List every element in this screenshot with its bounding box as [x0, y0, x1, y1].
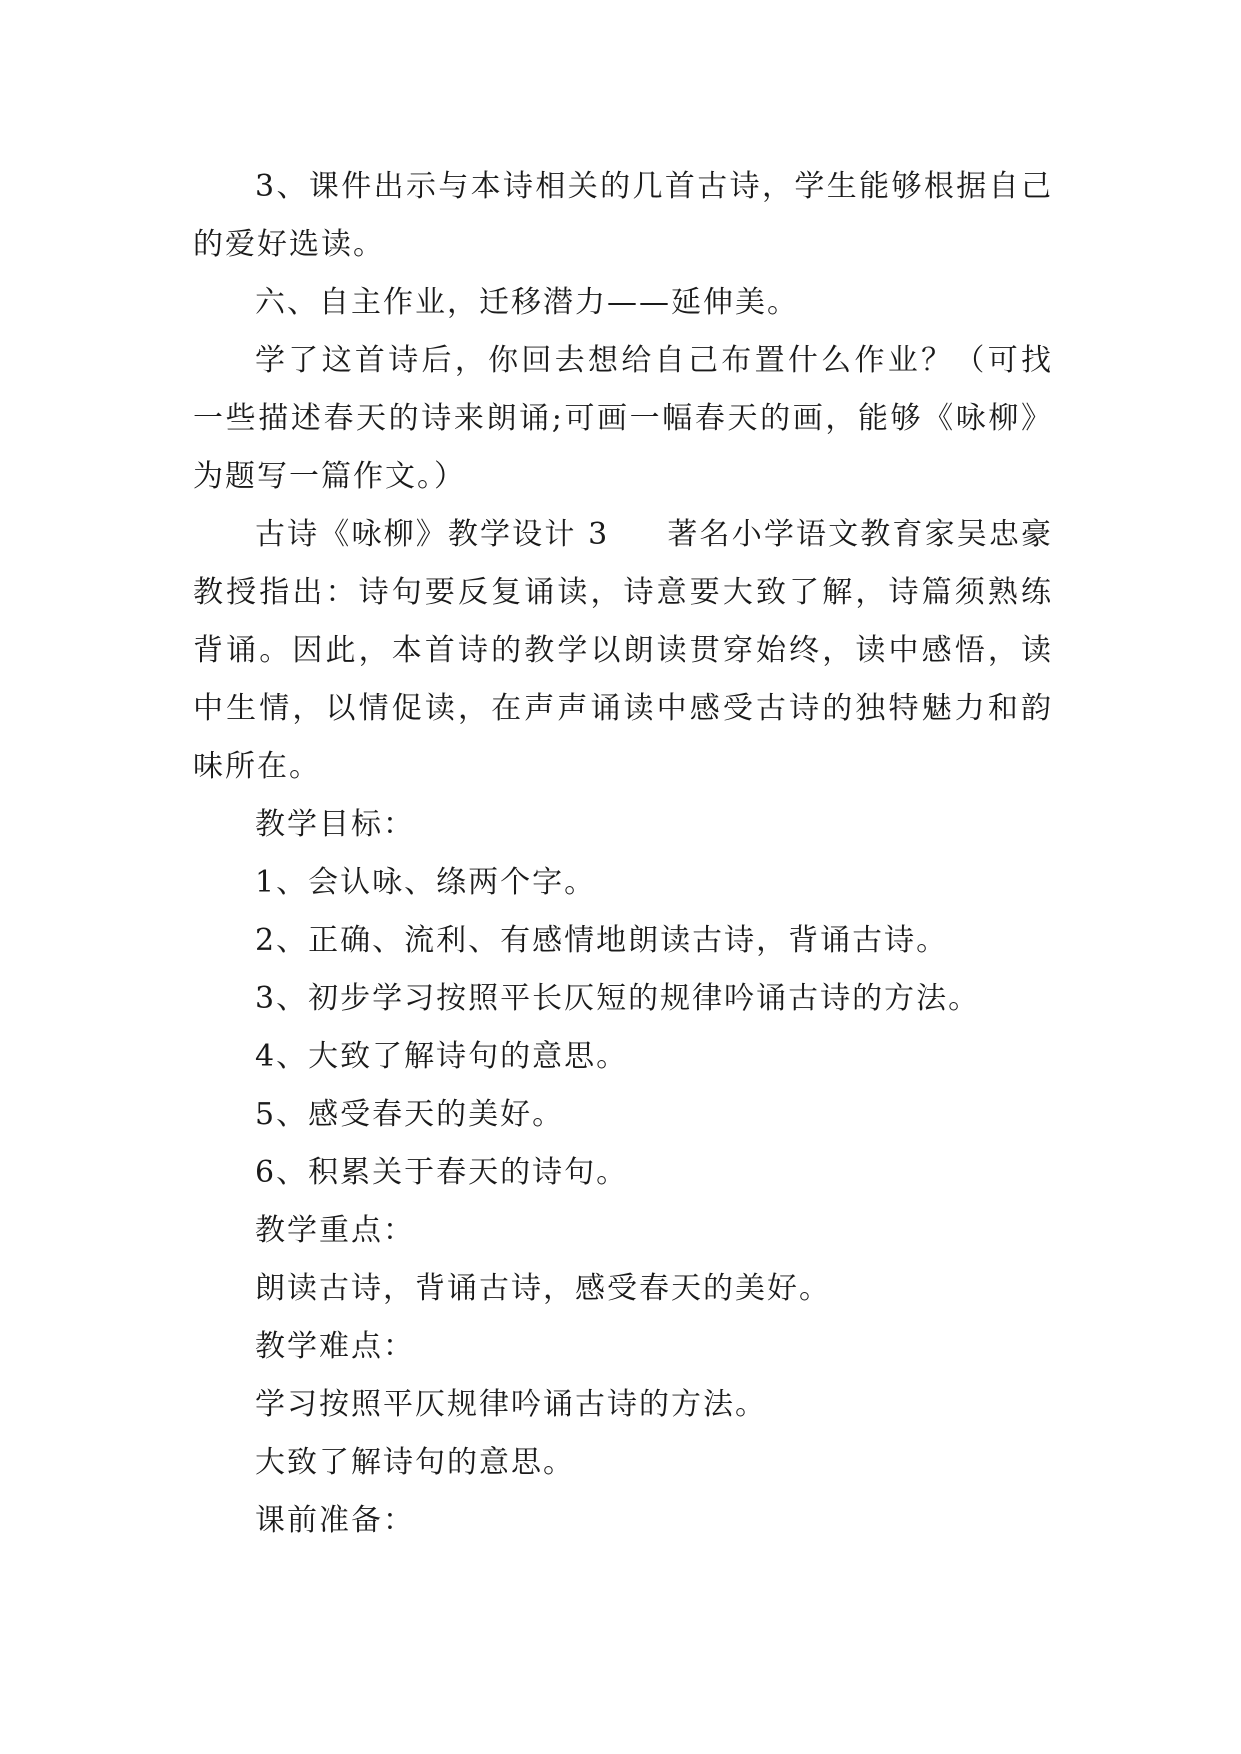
goal-item-3: 3、初步学习按照平长仄短的规律吟诵古诗的方法。: [255, 981, 981, 1016]
paragraph-homework: 学了这首诗后，你回去想给自己布置什么作业？（可找一些描述春天的诗来朗诵;可画一幅春天的画，能够《咏柳》为题写一篇作文。）: [193, 343, 1053, 494]
goal-item-4: 4、大致了解诗句的意思。: [255, 1039, 629, 1074]
goal-item-6: 6、积累关于春天的诗句。: [255, 1155, 629, 1190]
key-points-text: 朗读古诗，背诵古诗，感受春天的美好。: [255, 1271, 831, 1306]
goal-item-5: 5、感受春天的美好。: [255, 1097, 565, 1132]
difficulty-item-1: 学习按照平仄规律吟诵古诗的方法。: [255, 1387, 767, 1422]
heading-key-points: 教学重点：: [255, 1213, 415, 1248]
difficulty-item-2: 大致了解诗句的意思。: [255, 1445, 575, 1480]
goal-item-1: 1、会认咏、绦两个字。: [255, 865, 597, 900]
goal-item-2: 2、正确、流利、有感情地朗读古诗，背诵古诗。: [255, 923, 949, 958]
document-body: [193, 158, 1053, 1550]
design-intro: 著名小学语文教育家吴忠豪教授指出：诗句要反复诵读，诗意要大致了解，诗篇须熟练背诵。因此，本首诗的教学以朗读贯穿始终，读中感悟，读中生情，以情促读，在声声诵读中感受古诗的独特魅力和韵味所在。: [193, 517, 1054, 784]
heading-difficulties: 教学难点：: [255, 1329, 415, 1364]
paragraph-design-3: [193, 506, 1053, 796]
heading-teaching-goals: 教学目标：: [255, 807, 415, 842]
design-title: 古诗《咏柳》教学设计 3: [255, 517, 610, 552]
paragraph-section-six: 六、自主作业，迁移潜力——延伸美。: [255, 285, 799, 320]
heading-preparation: 课前准备：: [255, 1503, 415, 1538]
paragraph-courseware-poems: 3、课件出示与本诗相关的几首古诗，学生能够根据自己的爱好选读。: [193, 169, 1053, 262]
